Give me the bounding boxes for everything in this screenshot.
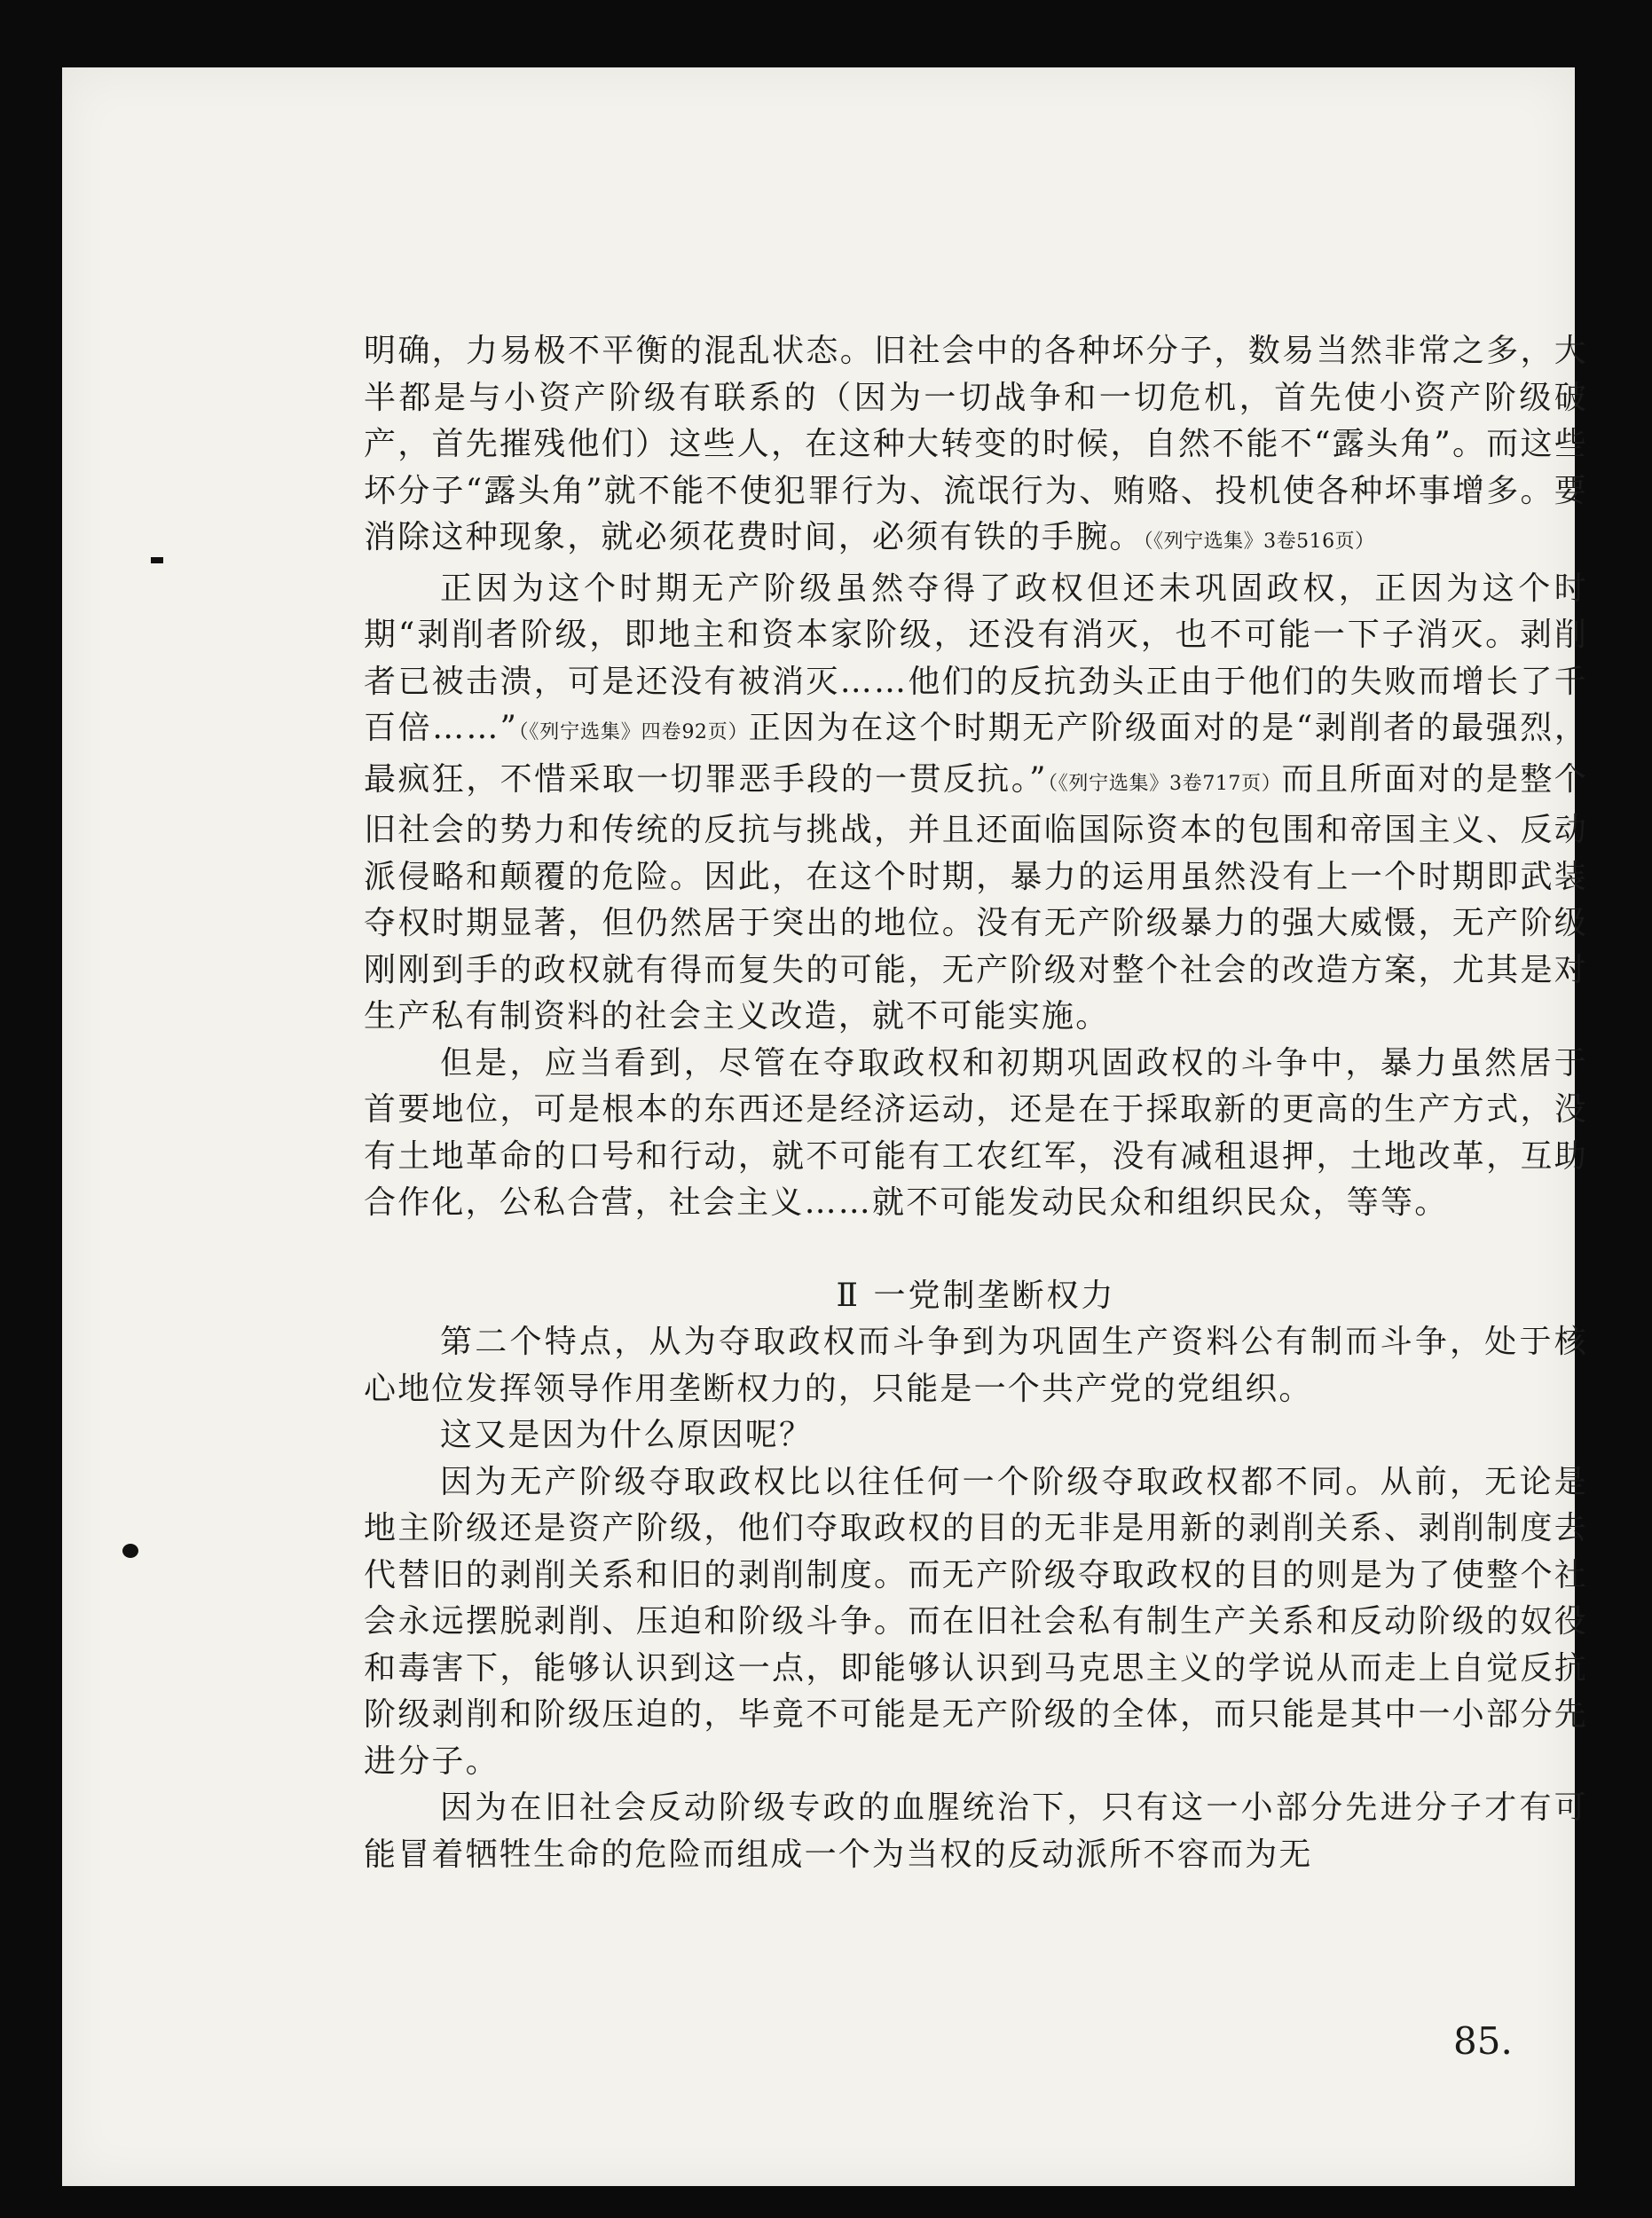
- paragraph-5-text: 这又是因为什么原因呢？: [440, 1417, 814, 1453]
- spacer: [364, 1227, 1588, 1250]
- paragraph-1: [364, 328, 1588, 566]
- paragraph-1-text: 明确，力易极不平衡的混乱状态。旧社会中的各种坏分子，数易当然非常之多，大半都是与小资产阶级有联系的（因为一切战争和一切危机，首先使小资产阶级破产，首先摧残他们）这些人，在这种大转变的时候，自然不能不“露头角”。而这些坏分子“露头角”就不能不使犯罪行为、流氓行为、贿赂、投机使各种坏事增多。要消除这种现象，就必须花费时间，必须有铁的手腕。: [364, 333, 1588, 555]
- document-page: [62, 67, 1589, 2186]
- section-title: Ⅱ 一党制垄断权力: [836, 1277, 1116, 1314]
- citation: （《列宁选集》3卷717页）: [1047, 772, 1282, 795]
- paragraph-5: [364, 1412, 1588, 1459]
- paragraph-4-text: 第二个特点，从为夺取政权而斗争到为巩固生产资料公有制而斗争，处于核心地位发挥领导作用垄断权力的，只能是一个共产党的党组织。: [364, 1324, 1588, 1407]
- paragraph-3-text: 但是，应当看到，尽管在夺取政权和初期巩固政权的斗争中，暴力虽然居于首要地位，可是根本的东西还是经济运动，还是在于採取新的更高的生产方式，没有土地革命的口号和行动，就不可能有工农红军，没有减租退押，土地改革，互助合作化，公私合营，社会主义……就不可能发动民众和组织民众，等等。: [364, 1044, 1588, 1221]
- document-body: [364, 328, 1588, 1878]
- paragraph-2-text-end: 而且所面对的是整个旧社会的势力和传统的反抗与挑战，并且还面临国际资本的包围和帝国主义、反动派侵略和颠覆的危险。因此，在这个时期，暴力的运用虽然没有上一个时期即武装夺权时期显著，但仍然居于突出的地位。没有无产阶级暴力的强大威慑，无产阶级刚刚到手的政权就有得而复失的可能，无产阶级对整个社会的改造方案，尤其是对生产私有制资料的社会主义改造，就不可能实施。: [364, 760, 1588, 1034]
- binding-mark: [122, 1544, 138, 1558]
- paragraph-2: [364, 566, 1588, 1041]
- paragraph-2-text-continued: 正因为在这个时期无产阶级面对的是“剥削者的最强烈，最疯狂，不惜采取一切罪恶手段的一贯反抗。”: [364, 710, 1589, 798]
- binding-mark: [151, 557, 163, 563]
- paragraph-7-text: 因为在旧社会反动阶级专政的血腥统治下，只有这一小部分先进分子才有可能冒着牺牲生命的危险而组成一个为当权的反动派所不容而为无: [364, 1789, 1588, 1873]
- page-number: 85.: [1453, 2019, 1513, 2063]
- paragraph-6-text: 因为无产阶级夺取政权比以往任何一个阶级夺取政权都不同。从前，无论是地主阶级还是资产阶级，他们夺取政权的目的无非是用新的剥削关系、剥削制度去代替旧的剥削关系和旧的剥削制度。而无产阶级夺取政权的目的则是为了使整个社会永远摆脱剥削、压迫和阶级斗争。而在旧社会私有制生产关系和反动阶级的奴役和毒害下，能够认识到这一点，即能够认识到马克思主义的学说从而走上自觉反抗阶级剥削和阶级压迫的，毕竟不可能是无产阶级的全体，而只能是其中一小部分先进分子。: [364, 1463, 1588, 1780]
- citation: （《列宁选集》3卷516页）: [1143, 531, 1375, 553]
- paragraph-7: [364, 1785, 1588, 1878]
- paragraph-3: [364, 1041, 1588, 1227]
- citation: （《列宁选集》四卷92页）: [518, 721, 749, 743]
- paragraph-4: [364, 1319, 1588, 1412]
- paragraph-2-text: 正因为这个时期无产阶级虽然夺得了政权但还未巩固政权，正因为这个时期“剥削者阶级，即地主和资本家阶级，还没有消灭，也不可能一下子消灭。剥削者已被击溃，可是还没有被消灭……他们的反抗劲头正由于他们的失败而增长了千百倍……”: [364, 570, 1588, 746]
- paragraph-6: [364, 1459, 1588, 1786]
